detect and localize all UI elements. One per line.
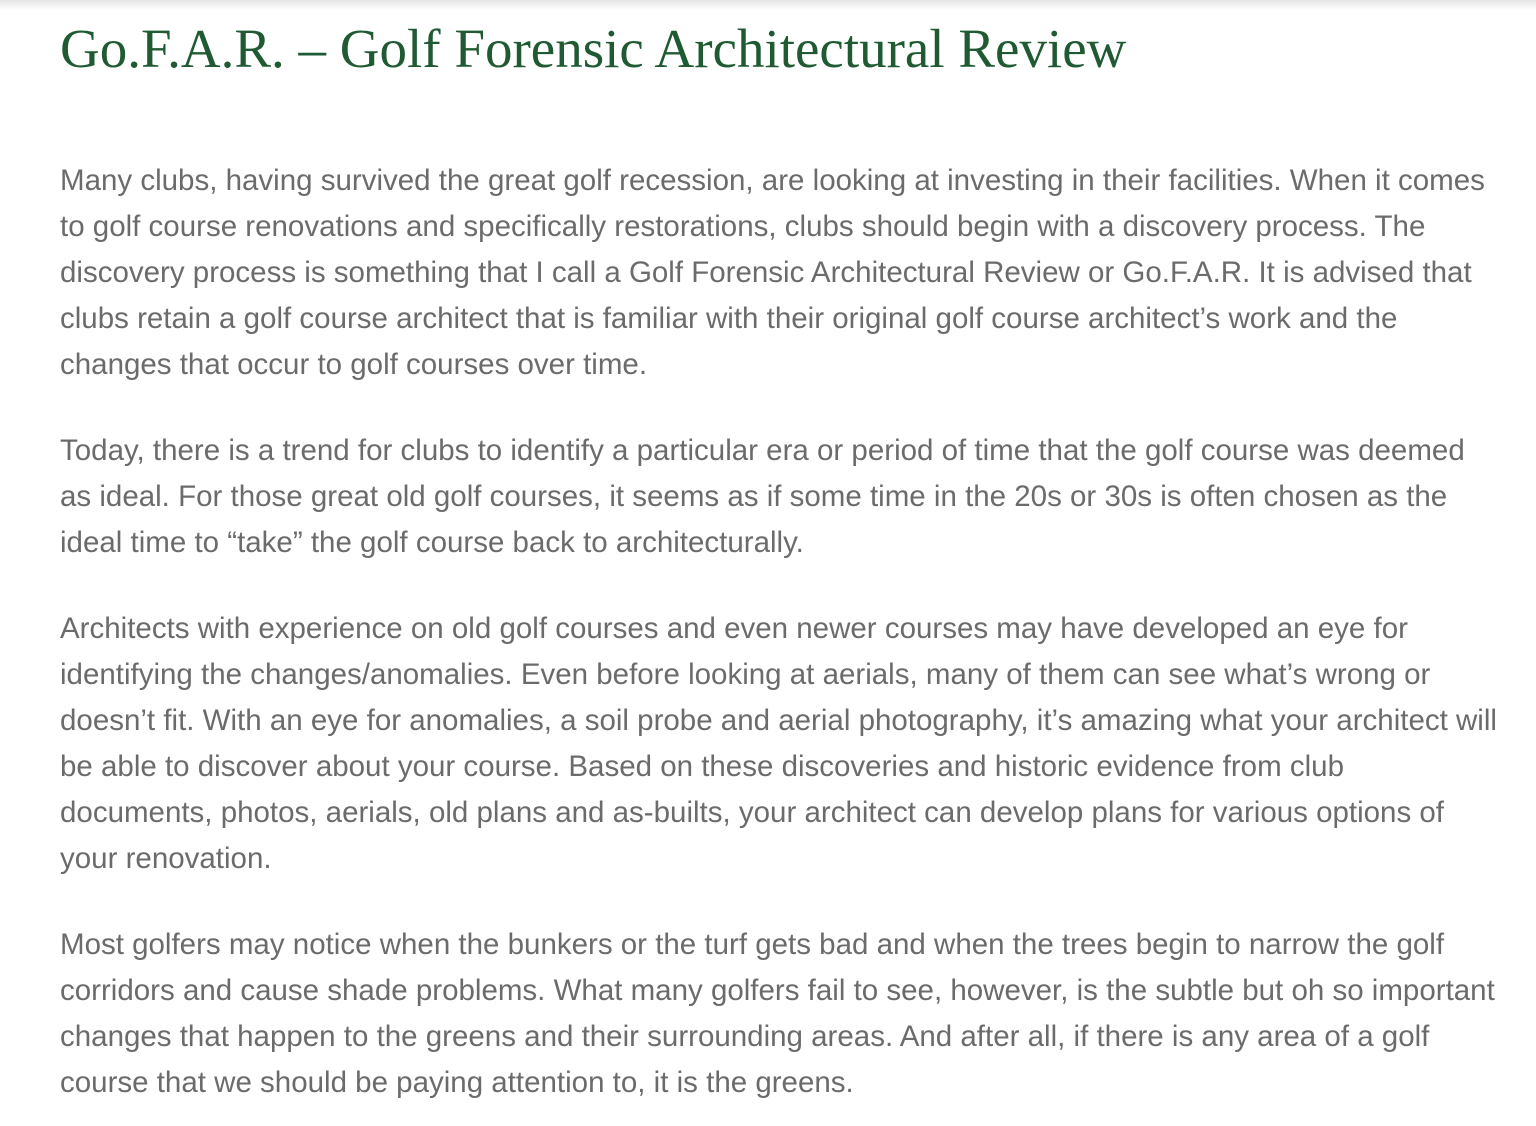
article-paragraph-1: Many clubs, having survived the great golf recession, are looking at investing in their facilities. When it comes to golf course renovations and specifically restorations, clubs should begin with a discovery process. The discovery process is something that I call a Golf Forensic Architectural Review or Go.F.A.R. It is advised that clubs retain a golf course architect that is familiar with their original golf course architect’s work and the changes that occur to golf courses over time. [60,164,1485,381]
article-body [60,158,1500,1106]
page-title: Go.F.A.R. – Golf Forensic Architectural Review [60,18,1127,79]
article-paragraph-4: Most golfers may notice when the bunkers or the turf gets bad and when the trees begin to narrow the golf corridors and cause shade problems. What many golfers fail to see, however, is the subtle but oh so important changes that happen to the greens and their surrounding areas. And after all, if there is any area of a golf course that we should be paying attention to, it is the greens. [60,928,1495,1099]
article-paragraph-2: Today, there is a trend for clubs to identify a particular era or period of time that the golf course was deemed as ideal. For those great old golf courses, it seems as if some time in the 20s or 30s is often chosen as the ideal time to “take” the golf course back to architecturally. [60,434,1465,559]
article-paragraph-3: Architects with experience on old golf courses and even newer courses may have developed an eye for identifying the changes/anomalies. Even before looking at aerials, many of them can see what’s wrong or doesn’t fit. With an eye for anomalies, a soil probe and aerial photography, it’s amazing what your architect will be able to discover about your course. Based on these discoveries and historic evidence from club documents, photos, aerials, old plans and as-builts, your architect can develop plans for various options of your renovation. [60,612,1497,875]
article-container [60,0,1500,1126]
